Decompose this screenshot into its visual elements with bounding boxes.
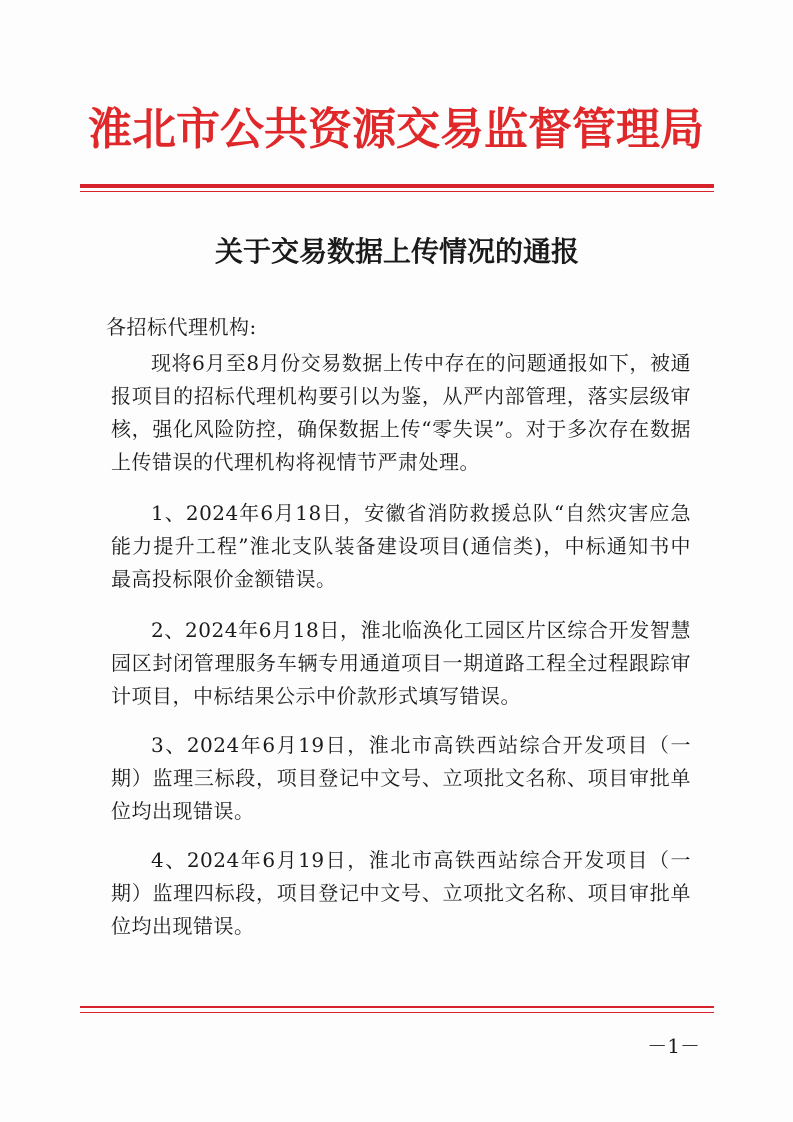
body-paragraph-item-1: 1、2024年6月18日，安徽省消防救援总队“自然灾害应急能力提升工程”淮北支队装备建设项目(通信类)，中标通知书中最高投标限价金额错误。	[111, 501, 691, 591]
footer-red-rule-thin	[80, 1012, 714, 1013]
letterhead-title: 淮北市公共资源交易监督管理局	[88, 104, 704, 155]
letterhead-red-rule	[80, 184, 714, 188]
document-title: 关于交易数据上传情况的通报	[214, 235, 579, 268]
body-paragraph-item-2: 2、2024年6月18日，淮北临涣化工园区片区综合开发智慧园区封闭管理服务车辆专用通道项目一期道路工程全过程跟踪审计项目，中标结果公示中价款形式填写错误。	[111, 618, 691, 708]
body-paragraph-item-3: 3、2024年6月19日，淮北市高铁西站综合开发项目（一期）监理三标段，项目登记中文号、立项批文名称、项目审批单位均出现错误。	[111, 733, 691, 823]
body-paragraph-intro: 现将6月至8月份交易数据上传中存在的问题通报如下，被通报项目的招标代理机构要引以为鉴，从严内部管理，落实层级审核，强化风险防控，确保数据上传“零失误”。对于多次存在数据上传错误的代理机构将视情节严肃处理。	[111, 351, 691, 474]
body-paragraph-item-4: 4、2024年6月19日，淮北市高铁西站综合开发项目（一期）监理四标段，项目登记中文号、立项批文名称、项目审批单位均出现错误。	[111, 848, 691, 938]
letterhead-red-rule-thin	[80, 191, 714, 192]
footer-red-rule	[80, 1006, 714, 1008]
page-number: －1－	[647, 1034, 700, 1058]
salutation: 各招标代理机构:	[106, 315, 257, 339]
